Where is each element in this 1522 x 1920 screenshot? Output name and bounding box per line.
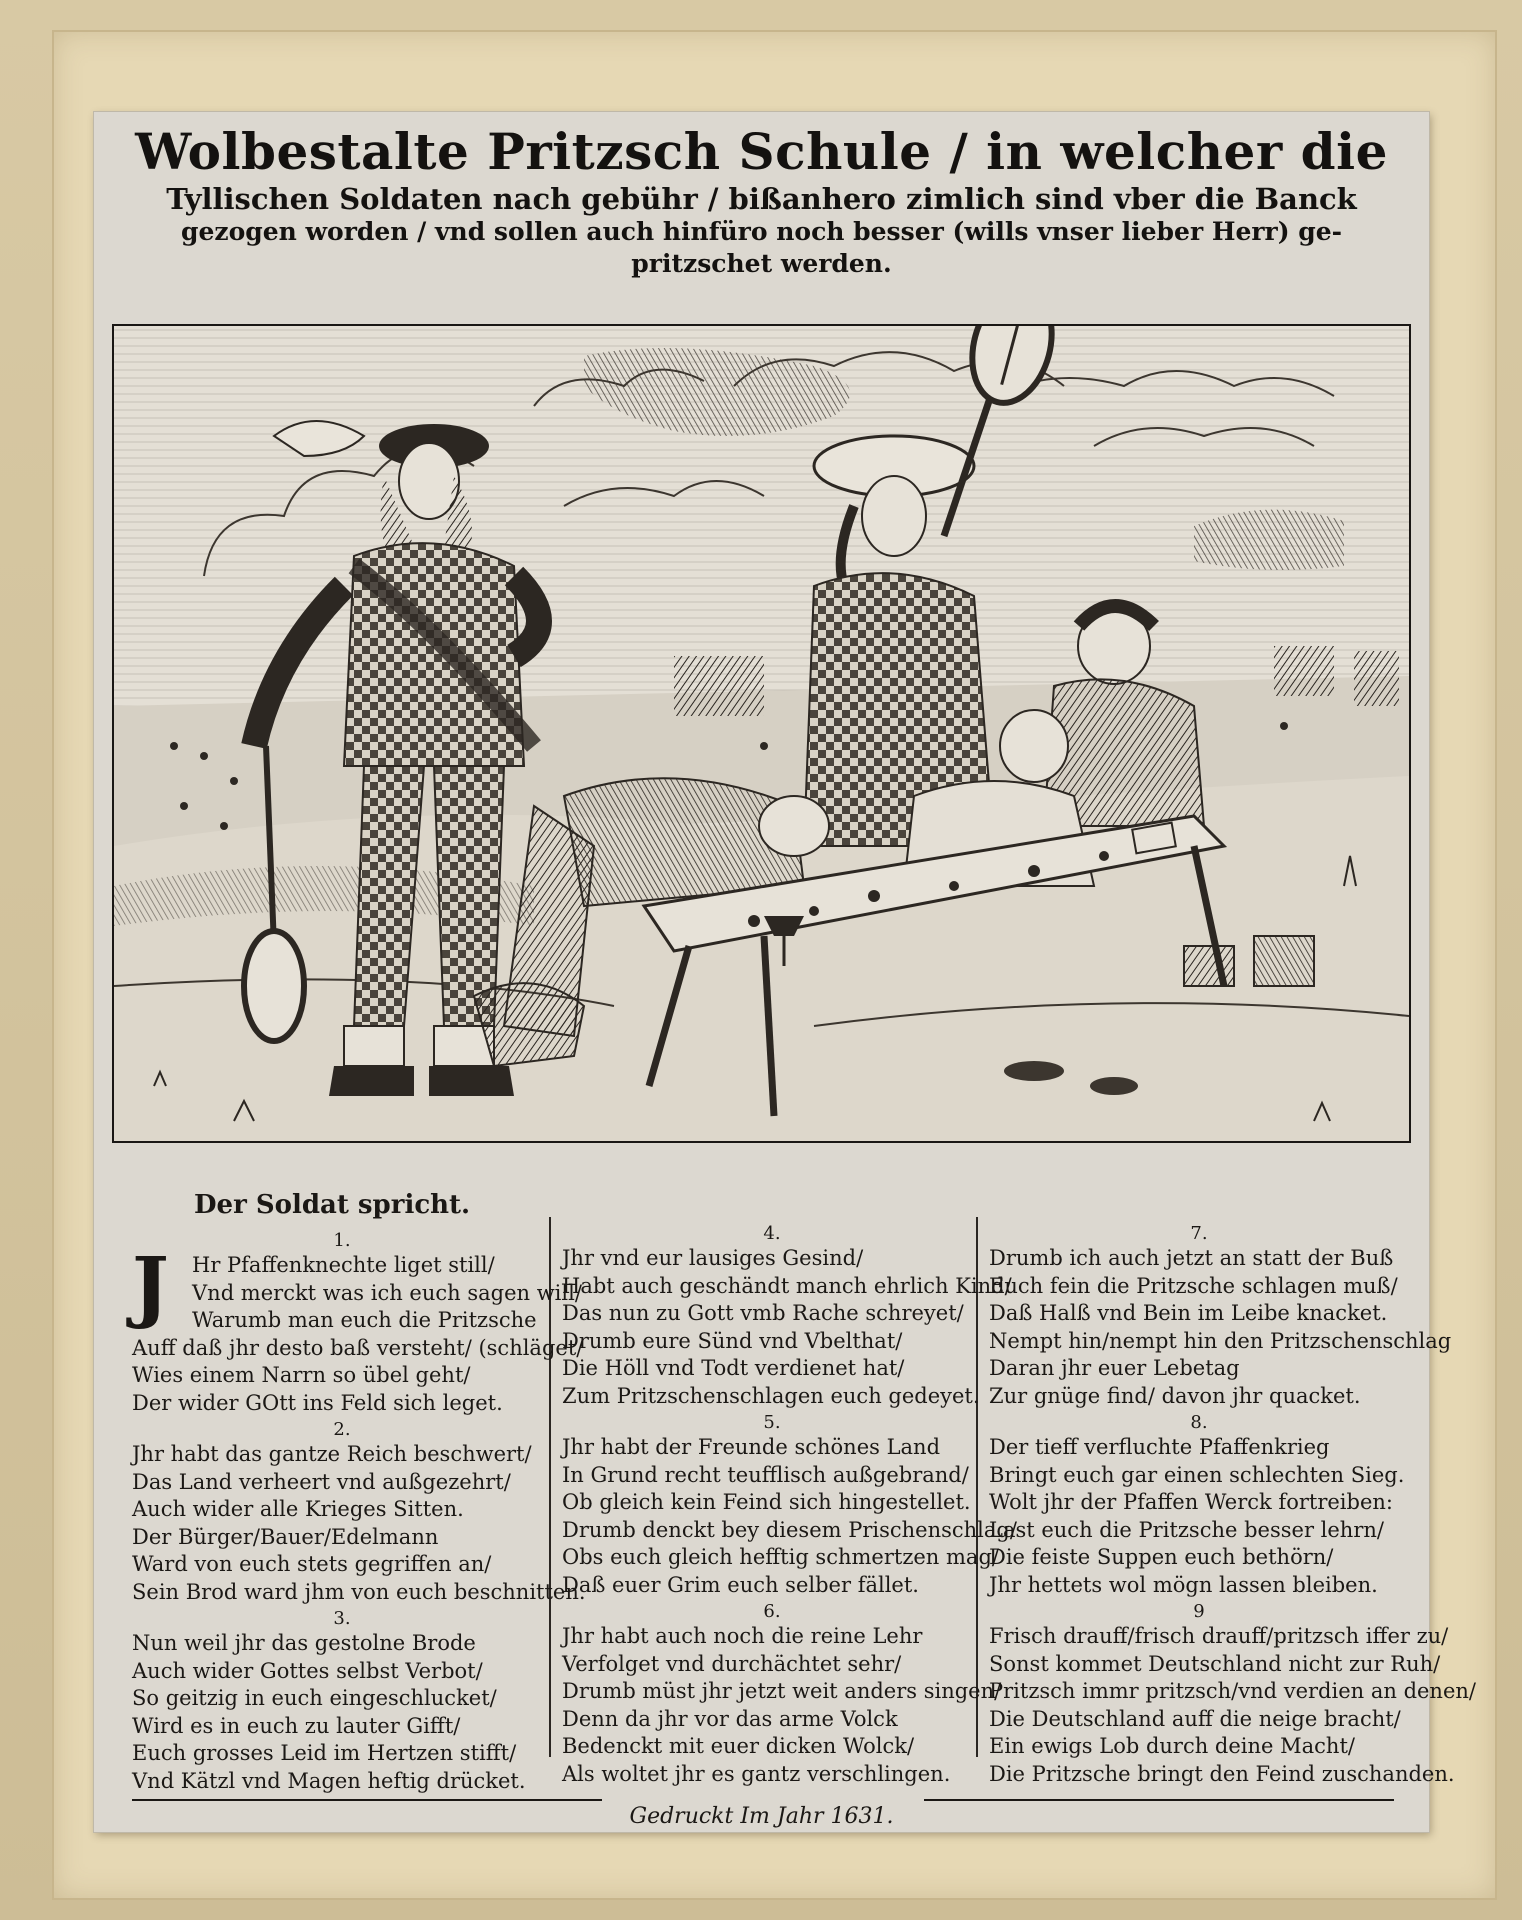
verse-line: Daß Halß vnd Bein im Leibe knacket. <box>989 1301 1388 1325</box>
verse-line: Zur gnüge find/ davon jhr quacket. <box>989 1383 1361 1408</box>
verse-line: Hr Pfaffenknechte liget still/ <box>192 1253 495 1277</box>
stanza-number: 3. <box>333 1608 351 1629</box>
drop-cap: J <box>132 1241 169 1332</box>
verse-line: Wird es in euch zu lauter Gifft/ <box>132 1713 461 1738</box>
title-line-2: Tyllischen Soldaten nach gebühr / bißanhero zimlich sind vber die Banck <box>166 182 1357 216</box>
stanza-number: 1. <box>333 1230 351 1251</box>
stanza <box>989 1412 1409 1599</box>
stanza <box>989 1601 1476 1788</box>
verse-line: Die Pritzsche bringt den Feind zuschanden. <box>989 1761 1455 1786</box>
verse-line: Der wider GOtt ins Feld sich leget. <box>132 1390 503 1415</box>
title-line-3: gezogen worden / vnd sollen auch hinfüro noch besser (wills vnser lieber Herr) ge- <box>181 217 1342 246</box>
verse-line: Nempt hin/nempt hin den Pritzschenschlag <box>989 1328 1452 1353</box>
verse-line: Jhr habt das gantze Reich beschwert/ <box>132 1442 532 1466</box>
stanza-number: 8. <box>1190 1412 1208 1433</box>
verse-line: Auff daß jhr desto baß versteht/ (schläget/ <box>132 1335 584 1360</box>
imprint: Gedruckt Im Jahr 1631. <box>629 1804 894 1829</box>
stanza <box>132 1419 586 1606</box>
verse-line: Als woltet jhr es gantz verschlingen. <box>562 1761 951 1786</box>
verse-line: Last euch die Pritzsche besser lehrn/ <box>989 1517 1384 1542</box>
title-line-4: pritzschet werden. <box>631 249 892 278</box>
verse-line: Jhr habt der Freunde schönes Land <box>562 1435 941 1459</box>
title-block <box>134 122 1389 280</box>
verse-line: Die Höll vnd Todt verdienet hat/ <box>562 1356 905 1380</box>
verse-line: Daran jhr euer Lebetag <box>989 1356 1240 1380</box>
verse-line: Das nun zu Gott vmb Rache schreyet/ <box>562 1301 964 1325</box>
verse-line: Frisch drauff/frisch drauff/pritzsch iffer zu/ <box>989 1624 1449 1648</box>
poem-text <box>94 1152 1476 1832</box>
verse-line: Ward von euch stets gegriffen an/ <box>132 1552 492 1576</box>
stanza <box>989 1223 1452 1410</box>
verse-line: Die feiste Suppen euch bethörn/ <box>989 1545 1334 1569</box>
verse-line: Obs euch gleich hefftig schmertzen mag/ <box>562 1545 999 1569</box>
stanza <box>562 1223 1012 1410</box>
verse-line: Wies einem Narrn so übel geht/ <box>132 1363 471 1387</box>
verse-line: Drumb müst jhr jetzt weit anders singen/ <box>562 1679 1002 1703</box>
verse-line: Warumb man euch die Pritzsche <box>192 1308 537 1332</box>
stanza <box>132 1230 584 1417</box>
stanza <box>562 1412 1017 1599</box>
verse-line: Pritzsch immr pritzsch/vnd verdien an denen/ <box>989 1679 1476 1703</box>
verse-line: Sein Brod ward jhm von euch beschnitten. <box>132 1579 586 1604</box>
verse-line: Ein ewigs Lob durch deine Macht/ <box>989 1734 1355 1758</box>
imprint-rule-left <box>132 1799 602 1801</box>
verse-line: Die Deutschland auff die neige bracht/ <box>989 1706 1401 1731</box>
stanza-number: 6. <box>763 1601 781 1622</box>
verse-line: Drumb ich auch jetzt an statt der Buß <box>989 1246 1394 1270</box>
verse-line: Der Bürger/Bauer/Edelmann <box>132 1524 439 1549</box>
verse-line: Euch fein die Pritzsche schlagen muß/ <box>989 1273 1398 1298</box>
verse-line: Jhr hettets wol mögn lassen bleiben. <box>989 1572 1378 1597</box>
verse-line: Nun weil jhr das gestolne Brode <box>132 1631 476 1655</box>
poem-column-1 <box>132 1152 586 1797</box>
verse-line: Ob gleich kein Feind sich hingestellet. <box>562 1490 971 1514</box>
verse-line: Verfolget vnd durchächtet sehr/ <box>562 1651 902 1676</box>
verse-line: Auch wider alle Krieges Sitten. <box>132 1497 464 1521</box>
poem-heading: Der Soldat spricht. <box>194 1190 471 1220</box>
verse-line: Drumb eure Sünd vnd Vbelthat/ <box>562 1328 903 1353</box>
verse-line: Das Land verheert vnd außgezehrt/ <box>132 1469 511 1494</box>
broadsheet <box>94 112 1476 1832</box>
verse-line: Jhr vnd eur lausiges Gesind/ <box>562 1246 864 1270</box>
verse-line: Zum Pritzschenschlagen euch gedeyet. <box>562 1383 980 1408</box>
verse-line: Habt auch geschändt manch ehrlich Kind/ <box>562 1273 1012 1298</box>
verse-line: Denn da jhr vor das arme Volck <box>562 1706 898 1731</box>
stanza-number: 9 <box>1193 1601 1205 1622</box>
verse-line: So geitzig in euch eingeschlucket/ <box>132 1686 497 1710</box>
stanza <box>562 1601 1002 1788</box>
stanza-number: 5. <box>763 1412 781 1433</box>
verse-line: Wolt jhr der Pfaffen Werck fortreiben: <box>989 1490 1393 1514</box>
verse-line: Jhr habt auch noch die reine Lehr <box>562 1624 923 1648</box>
verse-line: Daß euer Grim euch selber fället. <box>562 1572 919 1597</box>
verse-line: Euch grosses Leid im Hertzen stifft/ <box>132 1741 517 1765</box>
verse-line: Drumb denckt bey diesem Prischenschlag/ <box>562 1517 1017 1542</box>
verse-line: Sonst kommet Deutschland nicht zur Ruh/ <box>989 1651 1441 1676</box>
verse-line: Vnd Kätzl vnd Magen heftig drücket. <box>132 1768 526 1793</box>
verse-line: Bedenckt mit euer dicken Wolck/ <box>562 1734 915 1758</box>
poem-column-3 <box>989 1223 1476 1790</box>
woodcut-illustration <box>112 324 1411 1143</box>
verse-line: Der tieff verfluchte Pfaffenkrieg <box>989 1435 1330 1459</box>
poem-column-2 <box>562 1223 1017 1790</box>
stanza-number: 2. <box>333 1419 351 1440</box>
stanza <box>132 1608 552 1795</box>
title-line-1: Wolbestalte Pritzsch Schule / in welcher die <box>135 122 1388 181</box>
verse-line: Bringt euch gar einen schlechten Sieg. <box>989 1462 1405 1487</box>
verse-line: Vnd merckt was ich euch sagen will/ <box>192 1280 582 1305</box>
verse-line: Auch wider Gottes selbst Verbot/ <box>132 1658 483 1683</box>
verse-line: In Grund recht teufflisch außgebrand/ <box>562 1462 969 1487</box>
imprint-rule-right <box>924 1799 1394 1801</box>
stanza-number: 4. <box>763 1223 781 1244</box>
stanza-number: 7. <box>1190 1223 1208 1244</box>
